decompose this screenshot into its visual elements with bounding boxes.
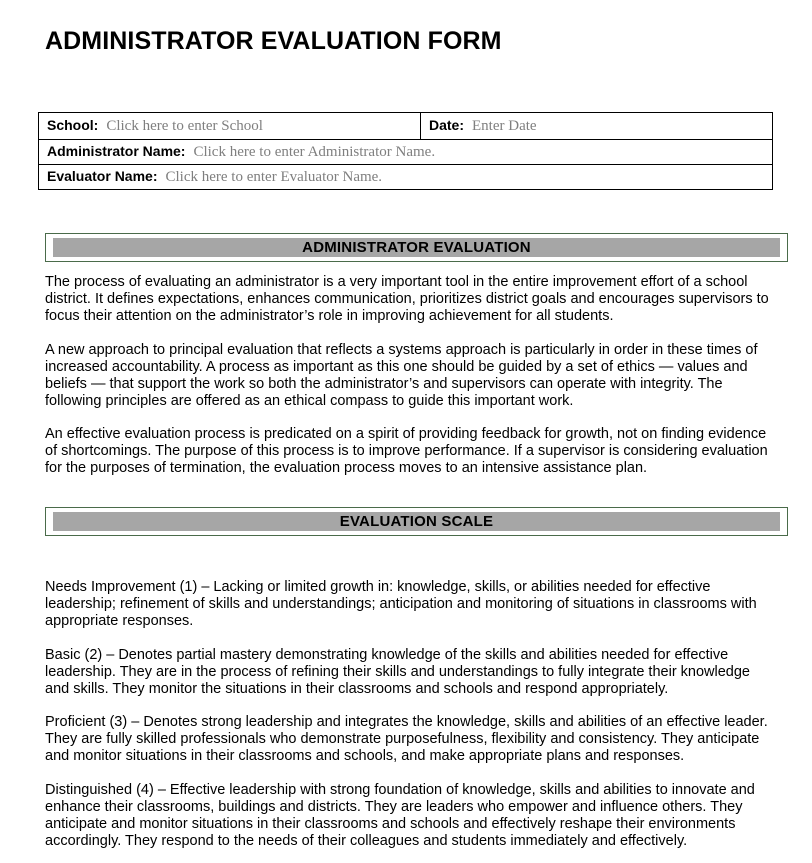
date-input[interactable]: Enter Date	[472, 118, 537, 134]
school-input[interactable]: Click here to enter School	[106, 118, 263, 134]
scale-item-basic: Basic (2) – Denotes partial mastery demonstrating knowledge of the skills and abilities needed for effective leadership. They are in the process of refining their skills and understandings to fully integrate their knowledge and skills. They monitor the situations in their classrooms and schools and respond appropriately.	[45, 647, 750, 697]
scale-item-proficient: Proficient (3) – Denotes strong leadership and integrates the knowledge, skills and abilities of an effective leader. They are fully skilled professionals who demonstrate purposefulness, flexibility and consistency. They anticipate and monitor situations in their classrooms and schools, and make appropriate plans and responses.	[45, 714, 768, 764]
section-header-evaluation-scale	[45, 507, 788, 536]
paragraph: An effective evaluation process is predicated on a spirit of providing feedback for growth, not on finding evidence of shortcomings. The purpose of this process is to improve performance. If a supervisor is considering evaluation for the purposes of termination, the evaluation process moves to an intensive assistance plan.	[45, 426, 768, 476]
section-heading: EVALUATION SCALE	[53, 512, 780, 531]
scale-item-distinguished: Distinguished (4) – Effective leadership with strong foundation of knowledge, skills and abilities to innovate and enhance their classrooms, buildings and districts. They are leaders who empower and influence others. They anticipate and monitor situations in their classrooms and schools and effectively reshape their environments accordingly. They respond to the needs of their colleagues and students immediately and effectively.	[45, 782, 755, 849]
section-heading: ADMINISTRATOR EVALUATION	[53, 238, 780, 257]
page-title: ADMINISTRATOR EVALUATION FORM	[45, 27, 502, 55]
administrator-cell	[39, 140, 773, 165]
date-cell	[421, 113, 773, 140]
scale-item-needs-improvement: Needs Improvement (1) – Lacking or limited growth in: knowledge, skills, or abilities needed for effective leadership; refinement of skills and understandings; anticipation and monitoring of situations in classrooms with appropriate responses.	[45, 579, 757, 629]
administrator-label: Administrator Name:	[47, 143, 186, 159]
evaluator-input[interactable]: Click here to enter Evaluator Name.	[165, 169, 383, 185]
info-row-administrator	[39, 140, 773, 165]
info-row-school-date	[39, 113, 773, 140]
section-header-administrator-evaluation	[45, 233, 788, 262]
evaluator-label: Evaluator Name:	[47, 168, 158, 184]
evaluator-cell	[39, 165, 773, 190]
school-label: School:	[47, 117, 99, 133]
info-table	[38, 112, 773, 190]
date-label: Date:	[429, 117, 465, 133]
info-row-evaluator	[39, 165, 773, 190]
paragraph: A new approach to principal evaluation that reflects a systems approach is particularly in order in these times of increased accountability. A process as important as this one should be guided by a set of ethics — values and beliefs — that support the work so both the administrator’s and supervisors can operate with integrity. The following principles are offered as an ethical compass to guide this important work.	[45, 342, 758, 409]
paragraph: The process of evaluating an administrator is a very important tool in the entire improvement effort of a school district. It defines expectations, enhances communication, prioritizes district goals and encourages supervisors to focus their attention on the administrator’s role in improving achievement for all students.	[45, 274, 769, 324]
administrator-input[interactable]: Click here to enter Administrator Name.	[193, 144, 436, 160]
school-cell	[39, 113, 421, 140]
